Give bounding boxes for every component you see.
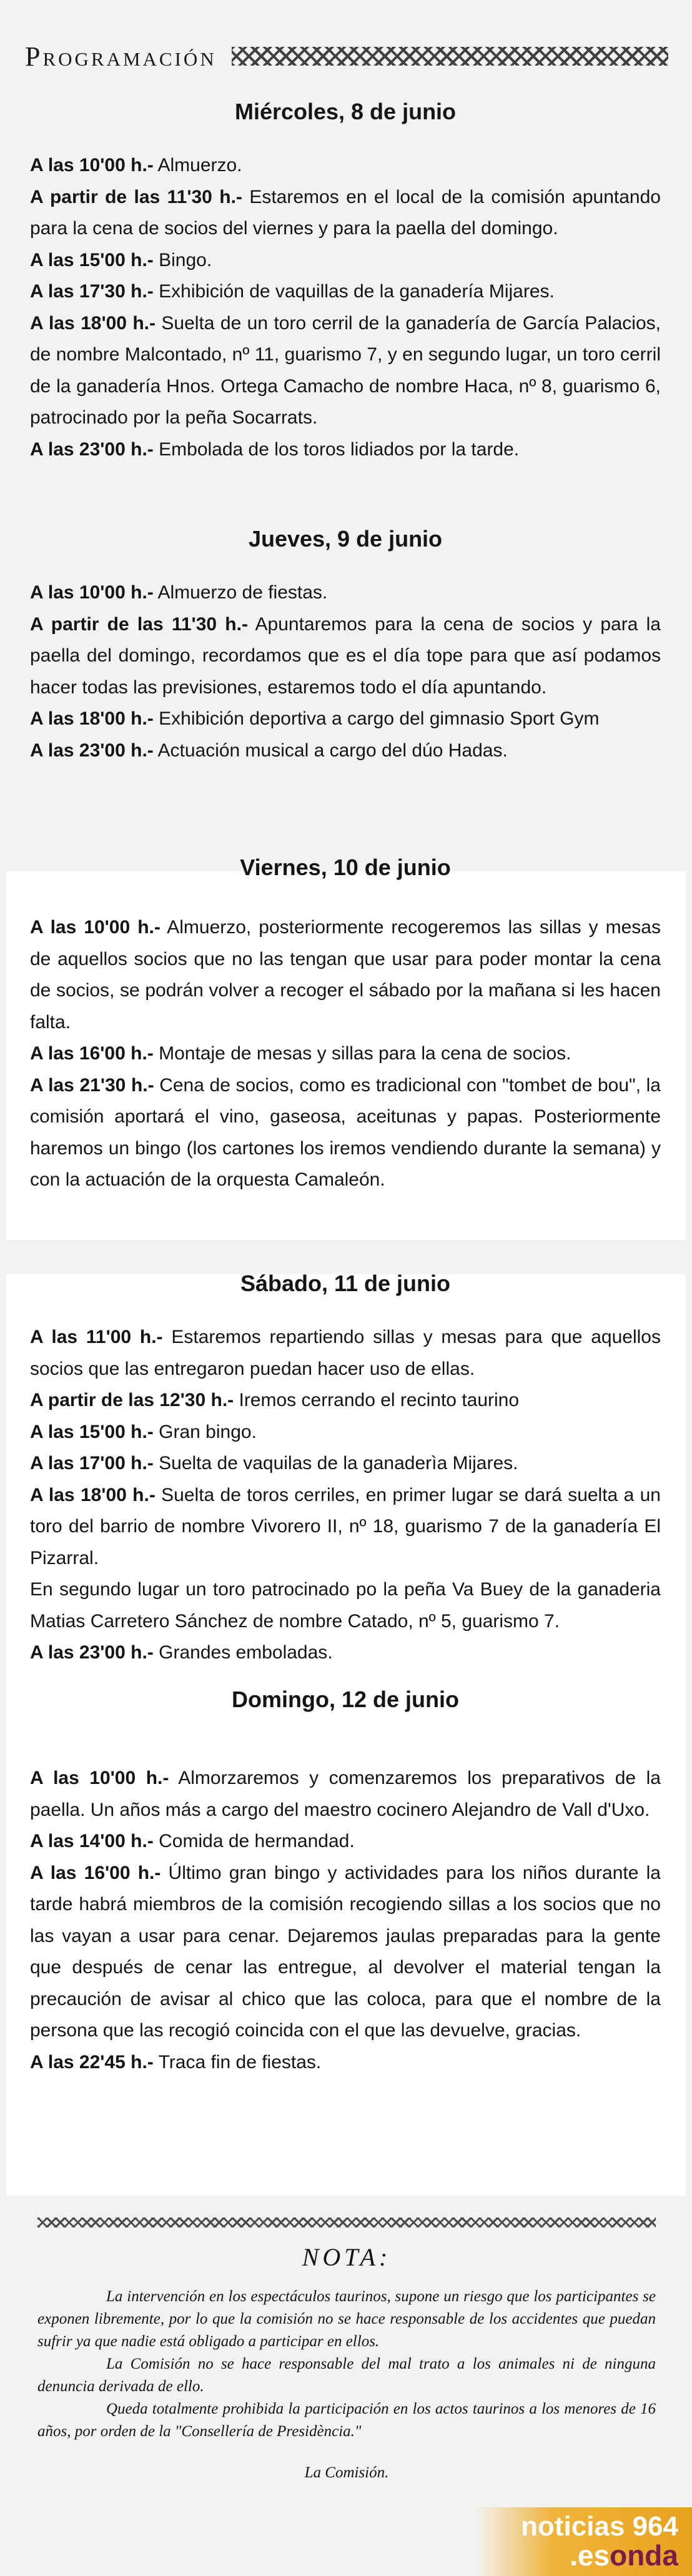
schedule-entry: A las 23'00 h.- Embolada de los toros lidiados por la tarde. (30, 438, 520, 460)
day-jueves (30, 526, 661, 766)
nota-signature: La Comisión. (304, 2464, 389, 2481)
schedule-entry: A las 16'00 h.- Montaje de mesas y sillas para la cena de socios. (30, 1043, 571, 1064)
schedule-entry: A partir de las 11'30 h.- Estaremos en el local de la comisión apuntando para la cena de socios del viernes y para la paella del domingo. (30, 186, 661, 239)
schedule-entry: A las 23'00 h.- Grandes emboladas. (30, 1642, 333, 1663)
header-ornament (232, 47, 668, 66)
page-title: Programación (25, 41, 217, 72)
schedule-entry: A las 10'00 h.- Almuerzo. (30, 155, 242, 176)
nota-title: NOTA: (302, 2243, 392, 2271)
day-domingo (30, 1687, 661, 2078)
schedule-entry: A las 14'00 h.- Comida de hermandad. (30, 1831, 355, 1851)
logo-top-text: noticias 964 (521, 2511, 678, 2542)
schedule-entry: A las 23'00 h.- Actuación musical a cargo del dúo Hadas. (30, 740, 508, 761)
schedule-entry: A las 10'00 h.- Almuerzo de fiestas. (30, 582, 328, 603)
day-title: Sábado, 11 de junio (240, 1271, 451, 1296)
day-miercoles (30, 99, 661, 465)
day-title: Miércoles, 8 de junio (234, 99, 457, 124)
nota-paragraph: Queda totalmente prohibida la participación en los actos taurinos a los menores de 16 años, por orden de la "Consellería de Presidència." (37, 2400, 656, 2440)
schedule-entry: A las 18'00 h.- Suelta de toros cerriles, en primer lugar se dará suelta a un toro del barrio de nombre Vivorero II, nº 18, guarismo 7 de la ganadería El Pizarral. (30, 1484, 661, 1568)
nota-divider (37, 2217, 656, 2227)
schedule-entry: A partir de las 12'30 h.- Iremos cerrando el recinto taurino (30, 1390, 520, 1410)
nota-section (37, 2242, 656, 2484)
day-title: Jueves, 9 de junio (248, 526, 443, 552)
page-header (25, 37, 668, 75)
nota-paragraph: La intervención en los espectáculos taurinos, supone un riesgo que los participantes se exponen libremente, por lo que la comisión no se hace responsable de los accidentes que puedan sufrir ya que nadie está obligado a participar en ellos. (37, 2288, 656, 2350)
schedule-entry: A las 10'00 h.- Almorzaremos y comenzaremos los preparativos de la paella. Un años más a cargo del maestro cocinero Alejandro de Vall d'Uxo. (30, 1768, 661, 1820)
schedule-entry: A las 22'45 h.- Traca fin de fiestas. (30, 2051, 322, 2073)
schedule-entry: A las 10'00 h.- Almuerzo, posteriormente recogeremos las sillas y mesas de aquellos socios que no las tengan que usar para poder montar la cena de socios, se podrán volver a recoger el sábado por la mañana si les hacen falta. (30, 917, 661, 1033)
schedule-entry: A las 18'00 h.- Suelta de un toro cerril de la ganadería de García Palacios, de nombre Malcontado, nº 11, guarismo 7, y en segundo lugar, un toro cerril de la ganadería Hnos. Ortega Camacho de nombre Haca, nº 8, guarismo 6, patrocinado por la peña Socarrats. (30, 312, 661, 428)
schedule-entry: A las 18'00 h.- Exhibición deportiva a cargo del gimnasio Sport Gym (30, 708, 600, 729)
schedule-entry: A las 17'00 h.- Suelta de vaquilas de la ganaderìa Mijares. (30, 1453, 518, 1474)
logo-bottom-text: .esonda (570, 2539, 678, 2572)
schedule-entry: A las 15'00 h.- Gran bingo. (30, 1421, 257, 1442)
schedule-entry: A las 15'00 h.- Bingo. (30, 249, 212, 270)
day-title: Viernes, 10 de junio (240, 855, 451, 880)
day-viernes (30, 855, 661, 1196)
watermark-logo (477, 2507, 692, 2576)
day-title: Domingo, 12 de junio (231, 1687, 459, 1712)
schedule-entry: A las 16'00 h.- Último gran bingo y actividades para los niños durante la tarde habrá miembros de la comisión recogiendo sillas a los socios que no las vayan a usar para cenar. Dejaremos jaulas preparadas para la gente que después de cenar las entregue, al devolver el material tengan la precaución de avisar al chico que las coloca, para que el nombre de la persona que las recogió coincida con el que las devuelve, gracias. (30, 1862, 661, 2041)
nota-paragraph: La Comisión no se hace responsable del mal trato a los animales ni de ninguna denuncia derivada de ello. (37, 2356, 656, 2395)
schedule-entry: A las 17'30 h.- Exhibición de vaquillas de la ganadería Mijares. (30, 281, 555, 302)
schedule-entry: A partir de las 11'30 h.- Apuntaremos para la cena de socios y para la paella del domingo, recordamos que es el día tope para que así podamos hacer todas las previsiones, estaremos todo el día apuntando. (30, 613, 661, 698)
schedule-entry: A las 21'30 h.- Cena de socios, como es tradicional con "tombet de bou", la comisión aportará el vino, gaseosa, aceitunas y papas. Posteriormente haremos un bingo (los cartones los iremos vendiendo durante la semana) y con la actuación de la orquesta Camaleón. (30, 1074, 661, 1190)
schedule-entry: En segundo lugar un toro patrocinado po la peña Va Buey de la ganaderia Matias Carretero Sánchez de nombre Catado, nº 5, guarismo 7. (30, 1579, 661, 1632)
schedule-entry: A las 11'00 h.- Estaremos repartiendo sillas y mesas para que aquellos socios que las entregaron puedan hacer uso de ellas. (30, 1327, 661, 1379)
day-sabado (30, 1271, 661, 1669)
